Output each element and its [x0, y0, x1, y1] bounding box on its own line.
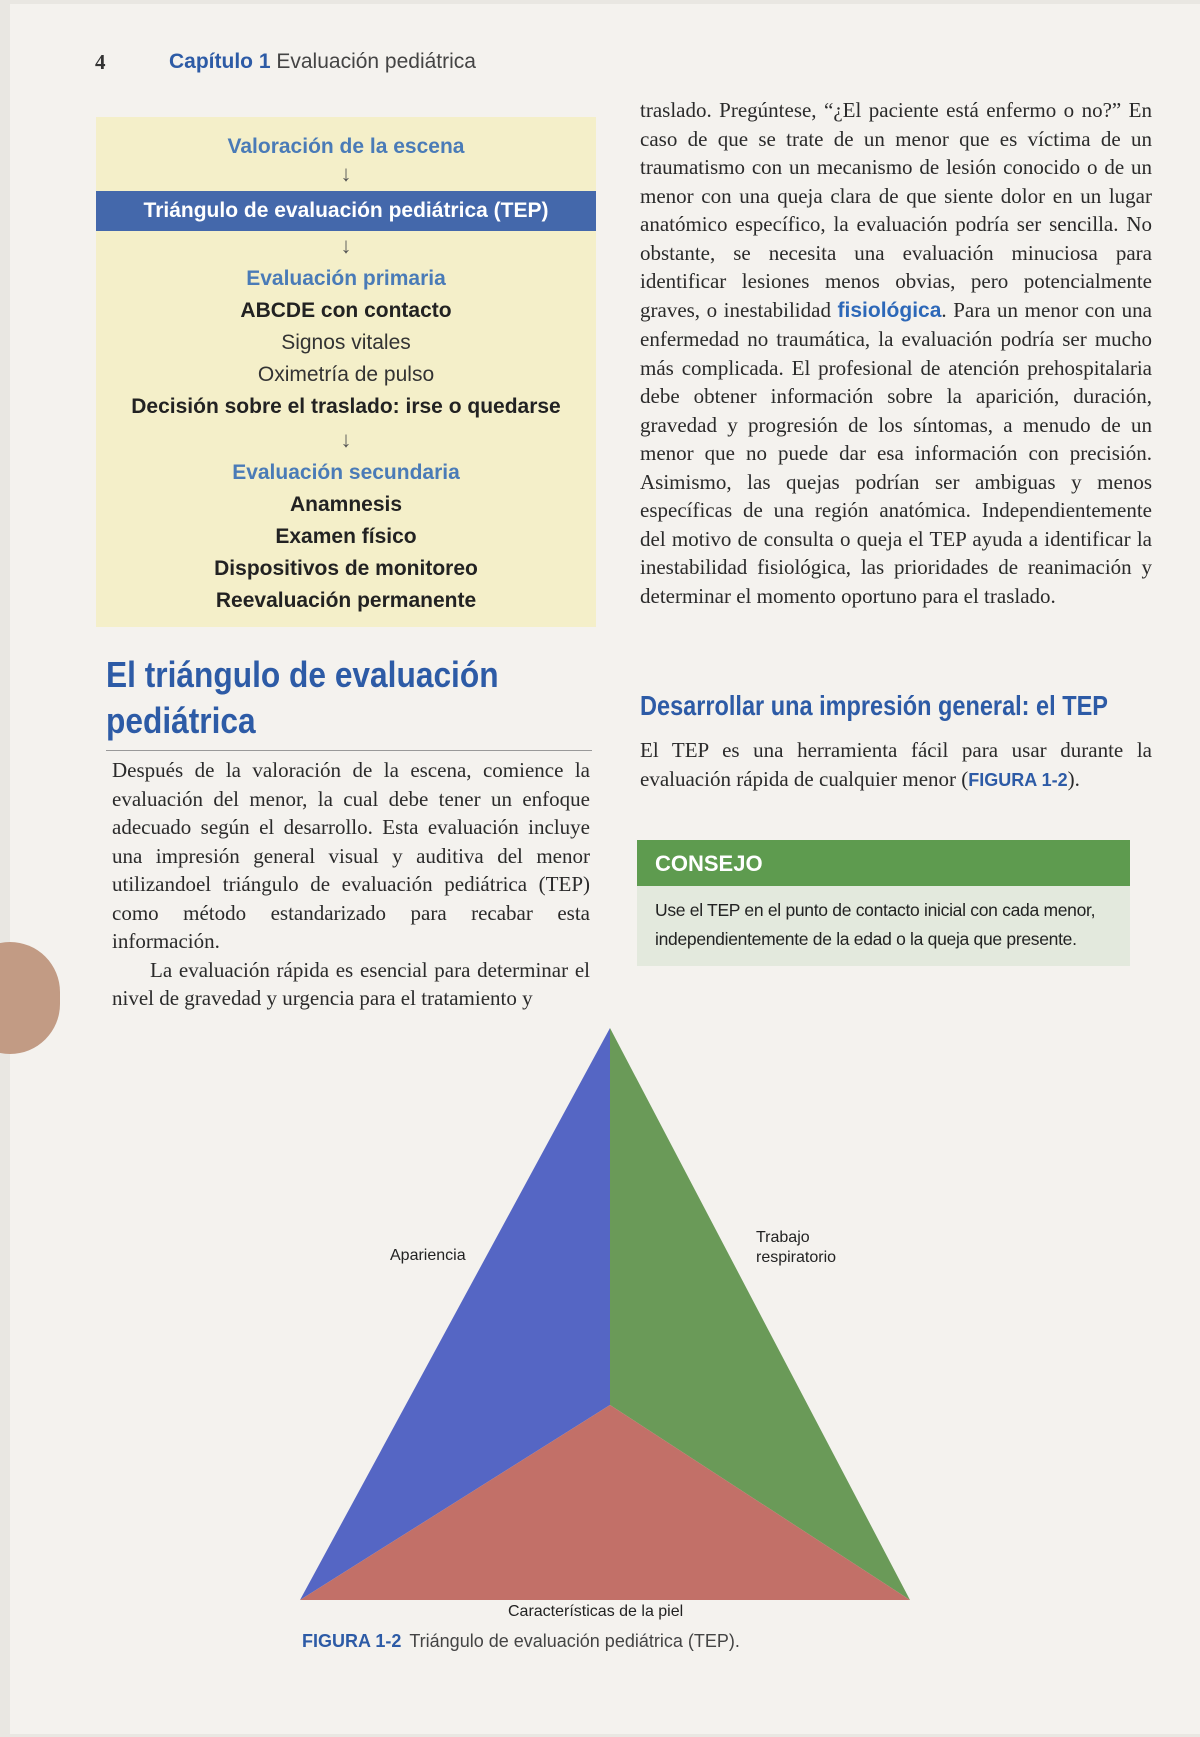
assessment-flow-box: [96, 117, 596, 627]
right-column-text: [640, 96, 1152, 610]
chapter-title: Evaluación pediátrica: [276, 50, 476, 73]
caption-text: Triángulo de evaluación pediátrica (TEP).: [409, 1631, 740, 1651]
breathing-label-line: Trabajo: [756, 1229, 810, 1246]
section-heading: El triángulo de evaluación pediátrica: [106, 654, 499, 741]
paragraph-text: traslado. Pregúntese, “¿El paciente está enfermo o no?” En caso de que se trate de un menor que es víctima de un traumatismo con un mecanismo de lesión conocido o de un menor con una queja clara de que siente dolor en un lugar anatómico específico, la evaluación podría ser sencilla. No obstante, se necesita una evaluación minuciosa para identificar lesiones menos obvias, pero potencialmente graves, o inestabilidad: [640, 98, 1152, 322]
paragraph: La evaluación rápida es esencial para determinar el nivel de gravedad y urgencia para el tratamiento y: [112, 957, 590, 1010]
tip-text: Use el TEP en el punto de contacto inicial con cada menor, independientemente de la edad o la queja que presente.: [637, 886, 1130, 966]
flow-primary-item: Decisión sobre el traslado: irse o quedarse: [131, 395, 561, 418]
down-arrow-icon: ↓: [340, 161, 352, 186]
pat-triangle-figure: [290, 1028, 950, 1628]
flow-primary-item: Signos vitales: [281, 331, 411, 354]
figure-reference-link[interactable]: FIGURA 1-2: [968, 769, 1068, 790]
appearance-label: Apariencia: [390, 1247, 466, 1264]
page-number: 4: [95, 50, 106, 74]
paragraph-text: ).: [1067, 766, 1080, 791]
flow-secondary-item: Anamnesis: [289, 493, 403, 516]
subsection-text: [640, 736, 1152, 794]
breathing-label-line: respiratorio: [756, 1249, 837, 1266]
chapter-label: Capítulo 1: [169, 50, 271, 73]
chapter-heading: [169, 50, 476, 74]
flow-secondary-item: Examen físico: [275, 525, 417, 548]
down-arrow-icon: ↓: [340, 427, 352, 452]
flow-secondary-item: Dispositivos de monitoreo: [214, 557, 478, 580]
flow-primary-item: Oximetría de pulso: [257, 363, 435, 386]
down-arrow-icon: ↓: [340, 233, 352, 258]
subsection-heading: Desarrollar una impresión general: el TEP: [640, 690, 1108, 721]
flow-step-tep: Triángulo de evaluación pediátrica (TEP): [96, 191, 596, 231]
flow-secondary-title: Evaluación secundaria: [232, 461, 460, 484]
flow-step-scene: Valoración de la escena: [227, 135, 465, 158]
flow-primary-title: Evaluación primaria: [246, 267, 446, 290]
flow-primary-item: ABCDE con contacto: [240, 299, 452, 322]
heading-divider: [106, 750, 592, 751]
left-column-text: [112, 756, 590, 1013]
caption-label: FIGURA 1-2: [302, 1631, 402, 1651]
pat-triangle-diagram: [290, 1028, 950, 1628]
running-header: [95, 50, 476, 75]
flow-secondary-item: Reevaluación permanente: [215, 589, 477, 612]
paragraph: [640, 736, 1152, 794]
paragraph-text: El TEP es una herramienta fácil para usar durante la evaluación rápida de cualquier menor (: [640, 738, 1152, 791]
paragraph: [640, 96, 1152, 610]
breathing-label: [756, 1228, 836, 1268]
tip-box: [637, 840, 1130, 966]
paragraph-text: . Para un menor con una enfermedad no traumática, la evaluación podría ser mucho más complicada. El profesional de atención prehospitalaria debe obtener información sobre la aparición, duración, gravedad y progresión de los síntomas, a menudo de un menor que no puede dar esa información con precisión. Asimismo, las quejas podrían ser ambiguas y menos específicas de una región anatómica. Independientemente del motivo de consulta o queja el TEP ayuda a identificar la inestabilidad fisiológica, las prioridades de reanimación y determinar el momento oportuno para el traslado.: [640, 297, 1152, 608]
figure-caption: [302, 1631, 740, 1652]
skin-label: Características de la piel: [508, 1603, 684, 1620]
glossary-link[interactable]: fisiológica: [837, 298, 942, 322]
paragraph: Después de la valoración de la escena, comience la evaluación del menor, la cual debe tener un enfoque adecuado según el desarrollo. Esta evaluación incluye una impresión general visual y auditiva del menor utilizandoel triángulo de evaluación pediátrica (TEP) como método estandarizado para recabar esta información.: [112, 758, 590, 953]
tip-title: CONSEJO: [637, 840, 1130, 886]
